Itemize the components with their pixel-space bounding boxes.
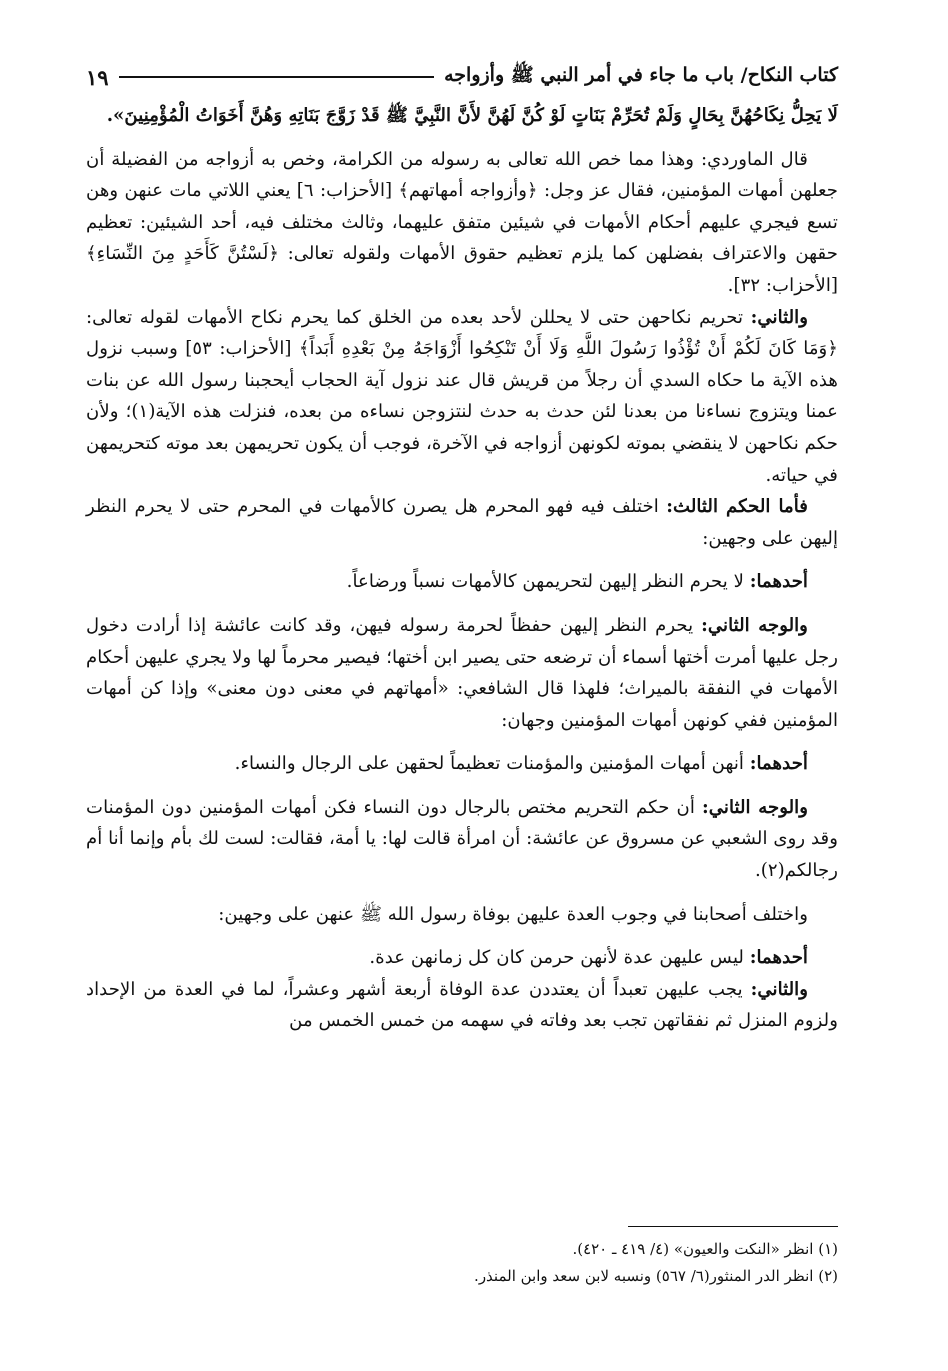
page-number: ١٩ [86,64,109,90]
paragraph-text: أنهن أمهات المؤمنين والمؤمنات تعظيماً لحقهن على الرجال والنساء. [234,753,744,775]
paragraph-text: واختلف أصحابنا في وجوب العدة عليهن بوفاة رسول الله ﷺ عنهن على وجهين: [218,903,808,925]
footnote-2: (٢) انظر الدر المنثور(٦/ ٥٦٧) ونسبه لابن سعد وابن المنذر. [474,1267,838,1285]
paragraph-text: قال الماوردي: وهذا مما خص الله تعالى به رسوله من الكرامة، وخص به أزواجه من الفضيلة أن جعلهن أمهات المؤمنين، فقال عز وجل: ﴿وأزواجه أمهاتهم﴾ [الأحزاب: ٦] يعني اللاتي مات عنهن وهن تسع فيجري عليهم أحكام الأمهات في شيئين متفق عليهما، وثالث مختلف فيه، أحد الشيئين: تعظيم حقهن والاعتراف بفضلهن كما يلزم تعظيم حقوق الأمهات ولقوله تعالى: ﴿لَسْتُنَّ كَأَحَدٍ مِنَ النِّسَاءِ﴾ [الأحزاب: ٣٢]. [86,148,838,296]
footnote-separator [628,1226,838,1227]
paragraph-hadith-continuation [86,100,838,132]
paragraph-lead: والثاني: [750,978,808,1000]
footnote-1: (١) انظر «النكت والعيون» (٤/ ٤١٩ ـ ٤٢٠). [572,1240,838,1258]
paragraph-iddah-first [86,942,838,974]
main-text [86,100,838,1037]
paragraph-third-ruling [86,491,838,554]
paragraph-lead: أحدهما: [749,753,808,775]
paragraph-lead: والوجه الثاني: [702,796,808,818]
paragraph-lead: أحدهما: [749,947,808,969]
paragraph-lead: والوجه الثاني: [701,614,808,636]
paragraph-second-view [86,610,838,736]
running-header [86,62,838,92]
paragraph-text: لَا يَحِلُّ نِكَاحُهُنَّ بِحَالٍ وَلَمْ تُحَرِّمْ بَنَاتٍ لَوْ كُنَّ لَهُنَّ لأَنَّ النَّبِيَّ ﷺ قَدْ زَوَّجَ بَنَاتِهِ وَهُنَّ أَخَوَاتُ الْمُؤْمِنِينَ». [106,105,838,126]
paragraph-iddah-second [86,974,838,1037]
paragraph-text: ليس عليهن عدة لأنهن حرمن كان كل زمانهن عدة. [369,947,744,969]
paragraph-first-aspect [86,748,838,780]
paragraph-lead: فأما الحكم الثالث: [666,496,808,518]
paragraph-text: أن حكم التحريم مختص بالرجال دون النساء فكن أمهات المؤمنين دون المؤمنات وقد روى الشعبي عن مسروق عن عائشة: أن امرأة قالت لها: يا أمة، فقالت: لست لك بأم وإنما أنا أم رجالكم(٢). [86,796,838,882]
header-rule [119,76,435,78]
paragraph-second-aspect [86,792,838,887]
footnotes [86,1236,838,1290]
paragraph-mawardi [86,144,838,302]
paragraph-text: اختلف فيه فهو المحرم هل يصرن كالأمهات في المحرم حتى لا يحرم النظر إليهن على وجهين: [86,496,838,549]
paragraph-text: يجب عليهن تعبداً أن يعتددن عدة الوفاة أربعة أشهر وعشراً، لما في العدة من الإحداد ولزوم المنزل ثم نفقاتهن تجب بعد وفاته في سهمه من خمس الخمس من [86,978,838,1032]
paragraph-lead: والثاني: [750,306,808,328]
running-title: كتاب النكاح/ باب ما جاء في أمر النبي ﷺ وأزواجه [444,64,838,86]
paragraph-text: يحرم النظر إليهن حفظاً لحرمة رسوله فيهن، وقد كانت عائشة إذا أرادت دخول رجل عليها أمرت أختها أسماء أن ترضعه حتى يصير ابن أختها؛ فيصير محرماً لها ولا يجري عليهن أحكام الأمهات في النفقة بالميراث؛ فلهذا قال الشافعي: «أمهاتهم في معنى دون معنى» وإذا كن أمهات المؤمنين ففي كونهن أمهات المؤمنين وجهان: [86,614,838,731]
paragraph-iddah [86,899,838,931]
paragraph-text: لا يحرم النظر إليهن لتحريمهن كالأمهات نسباً ورضاعاً. [346,571,744,593]
paragraph-lead: أحدهما: [749,571,808,593]
paragraph-text: تحريم نكاحهن حتى لا يحللن لأحد بعده من الخلق كما يحرم نكاح الأمهات لقوله تعالى: ﴿وَمَا كَانَ لَكُمْ أَنْ تُؤْذُوا رَسُولَ اللَّهِ وَلَا أَنْ تَنْكِحُوا أَزْوَاجَهُ مِنْ بَعْدِهِ أَبَداً﴾ [الأحزاب: ٥٣] وسبب نزول هذه الآية ما حكاه السدي أن رجلاً من قريش قال عند نزول آية الحجاب أيحجبنا رسول الله عن بنات عمنا ويتزوج نساءنا من بعدنا لئن حدث به حدث لنتزوجن نساءه من بعده، فنزلت هذه الآية(١)؛ ولأن حكم نكاحهن لا ينقضي بموته لكونهن أزواجه في الآخرة، فوجب أن يكون تحريمهن بعد موته كتحريمهن في حياته. [86,306,838,486]
paragraph-first-view [86,566,838,598]
paragraph-second-ruling [86,302,838,492]
